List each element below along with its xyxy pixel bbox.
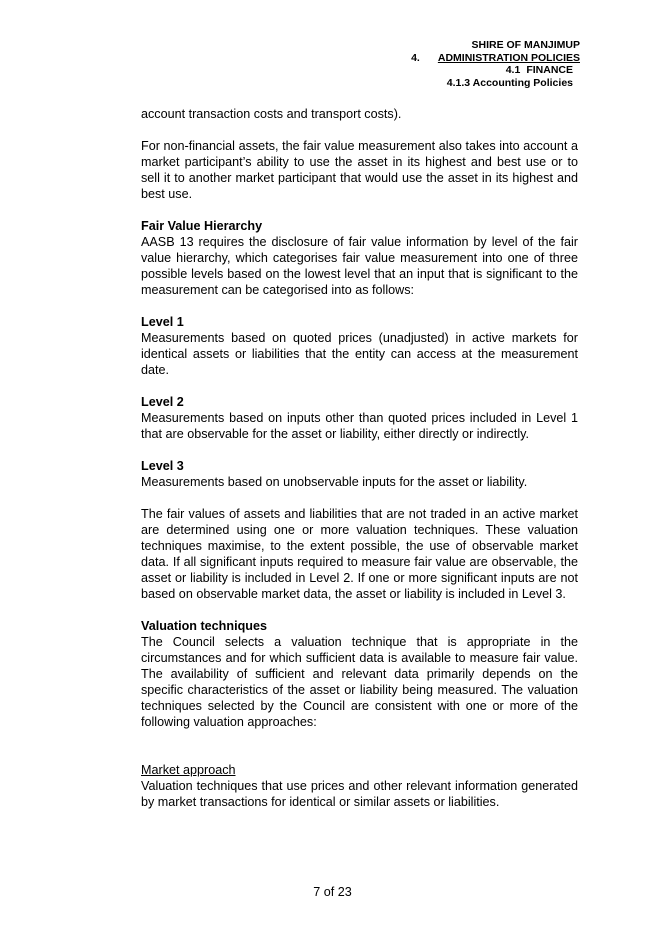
heading-level-2: Level 2: [141, 395, 184, 409]
paragraph-valuation-techniques: The Council selects a valuation technique that is appropriate in the circumstances and for which sufficient data is available to measure fair value. The availability of sufficient and relevant data primarily depends on the specific characteristics of the asset or liability being measured. The valuation techniques selected by the Council are consistent with one or more of the following valuation approaches:: [141, 635, 578, 729]
paragraph-level-2: Measurements based on inputs other than quoted prices included in Level 1 that are observable for the asset or liability, either directly or indirectly.: [141, 411, 578, 441]
paragraph-fair-values: The fair values of assets and liabilities that are not traded in an active market are determined using one or more valuation techniques. These valuation techniques maximise, to the extent possible, the use of observable market data. If all significant inputs required to measure fair value are observable, the asset or liability is included in Level 2. If one or more significant inputs are not based on observable market data, the asset or liability is included in Level 3.: [141, 507, 578, 601]
paragraph-continuation: account transaction costs and transport costs).: [141, 107, 402, 121]
paragraph-level-1: Measurements based on quoted prices (unadjusted) in active markets for identical assets or liabilities that the entity can access at the measurement date.: [141, 331, 578, 377]
paragraph-fair-value-hierarchy: AASB 13 requires the disclosure of fair value information by level of the fair value hierarchy, which categorises fair value measurement into one of three possible levels based on the lowest level that an input that is significant to the measurement can be categorised into as follows:: [141, 235, 578, 297]
header-subsection-title: FINANCE: [526, 64, 573, 76]
header-section-number: 4.: [411, 51, 420, 64]
heading-fair-value-hierarchy: Fair Value Hierarchy: [141, 219, 263, 233]
header-section: [411, 52, 580, 65]
heading-valuation-techniques: Valuation techniques: [141, 619, 267, 633]
heading-level-1: Level 1: [141, 315, 184, 329]
page-number: 7 of 23: [313, 885, 352, 899]
page-header: [411, 39, 580, 89]
header-subsection-number: 4.1: [505, 64, 521, 76]
header-section-title: ADMINISTRATION POLICIES: [437, 51, 580, 64]
header-subsection: [411, 64, 580, 77]
heading-market-approach: Market approach: [141, 763, 236, 777]
paragraph-non-financial-assets: For non-financial assets, the fair value measurement also takes into account a market participant’s ability to use the asset in its highest and best use or to sell it to another market participant that would use the asset in its highest and best use.: [141, 139, 578, 201]
spacer: [141, 746, 578, 762]
heading-level-3: Level 3: [141, 459, 184, 473]
paragraph-level-3: Measurements based on unobservable inputs for the asset or liability.: [141, 475, 528, 489]
header-subsubsection: 4.1.3 Accounting Policies: [446, 76, 573, 89]
header-org: SHIRE OF MANJIMUP: [471, 39, 580, 51]
paragraph-market-approach: Valuation techniques that use prices and other relevant information generated by market transactions for identical or similar assets or liabilities.: [141, 779, 578, 809]
document-body: [141, 106, 578, 826]
